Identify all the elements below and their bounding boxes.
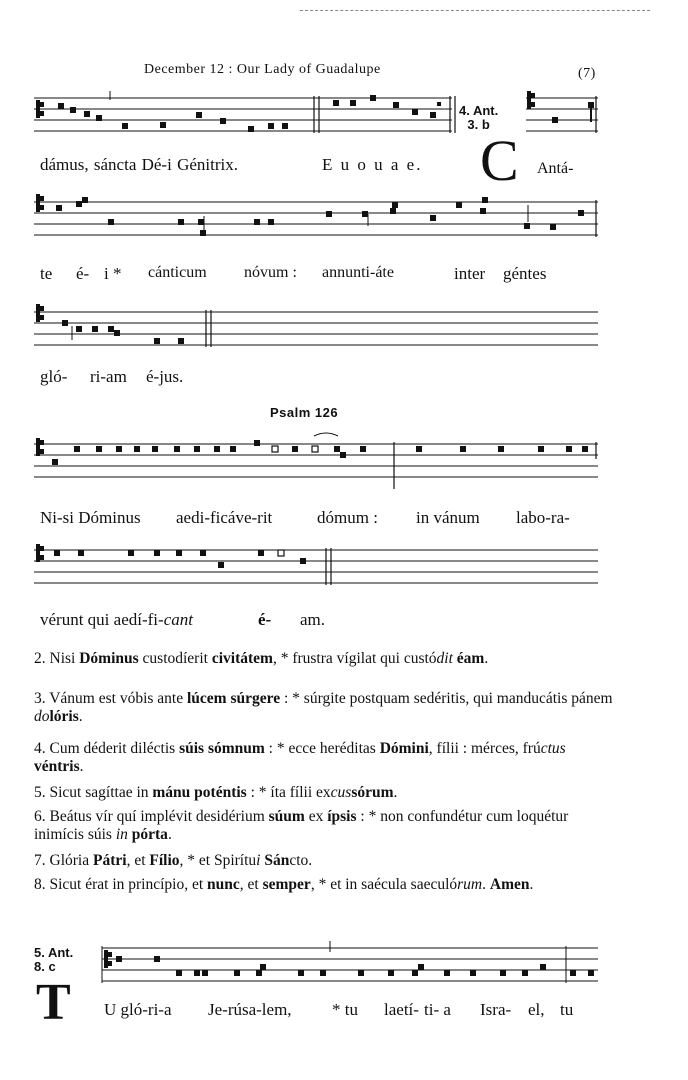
antiphon-5-word: laetí- xyxy=(384,1000,419,1019)
psalm-line-1-word: Ni-si Dóminus xyxy=(40,508,141,527)
psalm-verse-6: 6. Beátus vír quí implévit desidérium súum ex ípsis : * non confundétur cum loquétur inimícis súis in pórta. xyxy=(34,808,569,843)
scan-edge-mark xyxy=(300,10,650,12)
chant-staff-1 xyxy=(0,88,688,148)
page-header-title: December 12 : Our Lady of Guadalupe xyxy=(144,62,381,77)
psalm-line-2-part: am. xyxy=(300,610,326,629)
psalm-verse-5: 5. Sicut sagíttae in mánu poténtis : * íta fílii excussórum. xyxy=(34,784,398,801)
antiphon-number-label: 5. Ant. xyxy=(34,945,74,960)
antiphon-mode-label: 3. b xyxy=(467,117,490,132)
euouae-text: E u o u a e. xyxy=(322,155,423,174)
psalm-title: Psalm 126 xyxy=(270,405,339,420)
lyrics-line-2-word: te xyxy=(40,264,53,283)
psalm-verse-3: 3. Vánum est vóbis ante lúcem súrgere : * súrgite postquam sedéritis, qui manducátis pánem dolóris. xyxy=(34,690,613,725)
lyrics-line-3-word: é-jus. xyxy=(146,367,184,386)
page-number: (7) xyxy=(578,66,596,81)
psalm-verse-8: 8. Sicut érat in princípio, et nunc, et semper, * et in saécula saeculórum. Amen. xyxy=(34,876,534,893)
chant-staff-psalm-2 xyxy=(0,538,688,598)
drop-cap-initial: T xyxy=(36,974,71,1031)
psalm-line-2-italic: cant xyxy=(163,610,193,629)
antiphon-number-label: 4. Ant. xyxy=(459,103,499,118)
psalm-line-1-word: aedi-ficáve-rit xyxy=(176,508,273,527)
lyrics-line-2-word: é- xyxy=(76,264,90,283)
lyrics-line-2-word: i * xyxy=(104,264,122,283)
psalm-line-2-text xyxy=(40,610,193,630)
chant-staff-antiphon-5 xyxy=(0,938,688,998)
psalm-line-2-part: é- xyxy=(258,610,272,629)
psalm-verse-7: 7. Glória Pátri, et Fílio, * et Spirítui Sáncto. xyxy=(34,852,313,869)
antiphon-5-word: el, xyxy=(528,1000,545,1019)
lyrics-line-2-word: cánticum xyxy=(148,264,207,281)
antiphon-5-word: ti- a xyxy=(424,1000,451,1019)
lyrics-line-3-word: gló- xyxy=(40,367,68,386)
lyrics-line-2-word: annunti-áte xyxy=(322,264,394,281)
antiphon-5-word: U gló-ri-a xyxy=(104,1000,172,1019)
psalm-line-2-part: vérunt qui aedí-fi- xyxy=(40,610,164,629)
chant-staff-2 xyxy=(0,190,688,250)
lyrics-line-2-word: nóvum : xyxy=(244,264,297,281)
antiphon-5-word: * tu xyxy=(332,1000,358,1019)
drop-cap-initial: C xyxy=(480,128,519,193)
chant-staff-3 xyxy=(0,300,688,360)
lyrics-line-2-word: inter xyxy=(454,264,486,283)
antiphon-5-word: tu xyxy=(560,1000,574,1019)
chant-staff-psalm-1 xyxy=(0,432,688,492)
psalm-line-1-word: labo-ra- xyxy=(516,508,570,527)
psalm-line-1-word: dómum : xyxy=(317,508,378,527)
lyrics-line-2-word: géntes xyxy=(503,264,547,283)
antiphon-mode-label: 8. c xyxy=(34,959,56,974)
lyrics-line-3-word: ri-am xyxy=(90,367,127,386)
antiphon-5-word: Isra- xyxy=(480,1000,512,1019)
psalm-line-1-word: in vánum xyxy=(416,508,480,527)
psalm-verse-2: 2. Nisi Dóminus custodíerit civitátem, * frustra vígilat qui custódit éam. xyxy=(34,650,489,667)
lyrics-line-1: dámus, sáncta Dé-i Génitrix. xyxy=(40,155,238,174)
psalm-verse-4: 4. Cum déderit diléctis súis sómnum : * ecce heréditas Dómini, fílii : mérces, frúctus véntris. xyxy=(34,740,566,775)
antiphon-first-word: Antá- xyxy=(537,160,574,177)
antiphon-5-word: Je-rúsa-lem, xyxy=(208,1000,292,1019)
